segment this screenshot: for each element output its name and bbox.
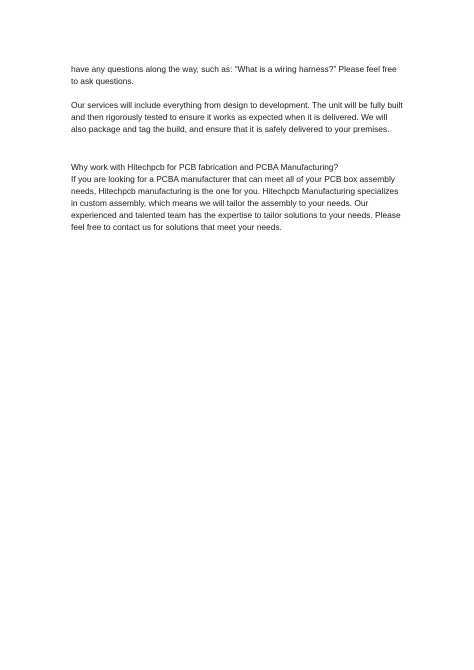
paragraph-pcba-manufacturer: If you are looking for a PCBA manufacturer that can meet all of your PCB box assembly needs, Hitechpcb manufacturing is the one for you. Hitechpcb Manufacturing specializes in custom assembly, which means we will tailor the assembly to your needs. Our experienced and talented team has the expertise to tailor solutions to your needs. Please feel free to contact us for solutions that meet your needs. xyxy=(71,174,401,233)
section-why-hitechpcb xyxy=(71,161,405,234)
paragraph-services: Our services will include everything from design to development. The unit will be fully built and then rigorously tested to ensure it works as expected when it is delivered. We will also package and tag the build, and ensure that it is safely delivered to your premises. xyxy=(71,100,403,135)
paragraph-questions: have any questions along the way, such as: “What is a wiring harness?” Please feel free to ask questions. xyxy=(71,64,397,87)
section-heading: Why work with Hitechpcb for PCB fabrication and PCBA Manufacturing? xyxy=(71,162,339,172)
